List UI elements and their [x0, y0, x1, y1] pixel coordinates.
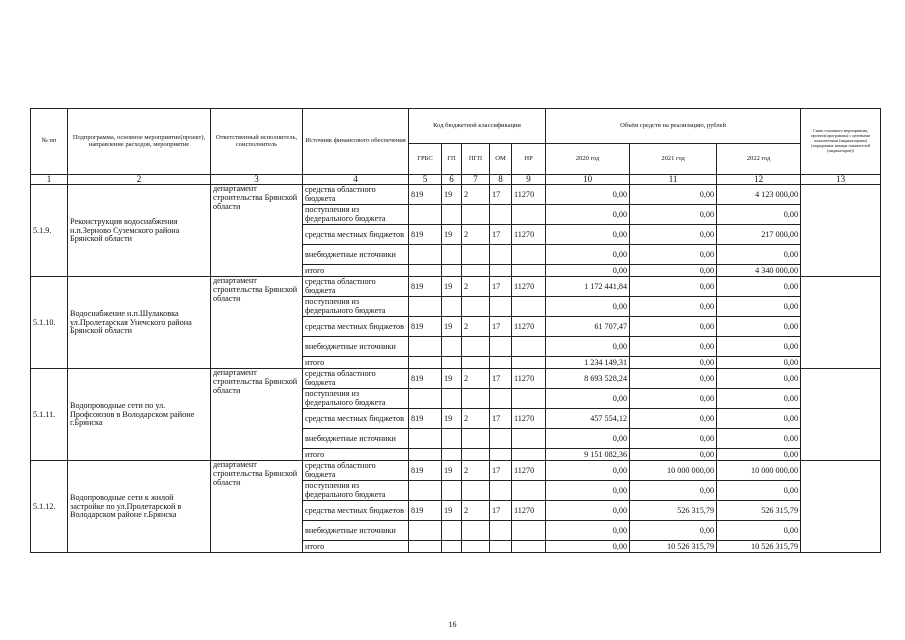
amount-2022: 0,00: [717, 521, 801, 541]
amount-2022: 0,00: [717, 245, 801, 265]
amount-2022: 0,00: [717, 429, 801, 449]
header-om: ОМ: [490, 144, 512, 175]
code-om: [490, 205, 512, 225]
code-grbs: 819: [409, 409, 442, 429]
header-2020: 2020 год: [546, 144, 630, 175]
code-om: 17: [490, 185, 512, 205]
source-local: средства местных бюджетов: [303, 225, 409, 245]
executor: департамент строительства Брянской области: [211, 369, 303, 461]
source-local: средства местных бюджетов: [303, 501, 409, 521]
source-offbudget: внебюджетные источники: [303, 245, 409, 265]
code-pgp: [462, 337, 490, 357]
table-row: [31, 461, 881, 481]
amount-2020: 0,00: [546, 389, 630, 409]
amount-2022: 0,00: [717, 481, 801, 501]
code-gp: 19: [442, 225, 462, 245]
executor: департамент строительства Брянской области: [211, 185, 303, 277]
source-offbudget: внебюджетные источники: [303, 429, 409, 449]
code-nr: [512, 429, 546, 449]
column-number: 12: [717, 175, 801, 185]
budget-table: [30, 108, 881, 553]
amount-2020: 0,00: [546, 297, 630, 317]
column-number: 3: [211, 175, 303, 185]
source-federal: поступления из федерального бюджета: [303, 297, 409, 317]
amount-2021: 0,00: [630, 521, 717, 541]
code-gp: [442, 481, 462, 501]
column-number: 11: [630, 175, 717, 185]
amount-2020: 457 554,12: [546, 409, 630, 429]
column-number: 13: [801, 175, 881, 185]
column-number: 2: [68, 175, 211, 185]
row-number: 5.1.10.: [31, 277, 68, 369]
code-pgp: [462, 481, 490, 501]
amount-2022: 0,00: [717, 337, 801, 357]
source-federal: поступления из федерального бюджета: [303, 481, 409, 501]
code-gp: 19: [442, 501, 462, 521]
code-gp: 19: [442, 185, 462, 205]
amount-2021: 526 315,79: [630, 501, 717, 521]
code-nr: [512, 337, 546, 357]
code-nr: [512, 389, 546, 409]
column-number: 6: [442, 175, 462, 185]
amount-2021: 0,00: [630, 265, 717, 277]
amount-2021: 0,00: [630, 357, 717, 369]
header-nr: НР: [512, 144, 546, 175]
code-om: 17: [490, 317, 512, 337]
code-om: 17: [490, 369, 512, 389]
header-gp: ГП: [442, 144, 462, 175]
column-number: 7: [462, 175, 490, 185]
link-indicator: [801, 185, 881, 277]
code-om: [490, 481, 512, 501]
code-om: [490, 297, 512, 317]
source-local: средства местных бюджетов: [303, 317, 409, 337]
code-nr: [512, 357, 546, 369]
code-nr: [512, 481, 546, 501]
code-gp: [442, 449, 462, 461]
code-pgp: [462, 541, 490, 553]
code-nr: 11270: [512, 185, 546, 205]
code-om: [490, 449, 512, 461]
header-volume: Объём средств на реализацию, рублей: [546, 109, 801, 144]
column-number: 4: [303, 175, 409, 185]
code-pgp: 2: [462, 501, 490, 521]
page-number: 16: [448, 620, 457, 629]
amount-2021: 0,00: [630, 297, 717, 317]
code-grbs: 819: [409, 225, 442, 245]
code-nr: 11270: [512, 501, 546, 521]
amount-2021: 0,00: [630, 317, 717, 337]
code-grbs: [409, 481, 442, 501]
code-pgp: 2: [462, 277, 490, 297]
table-header: [31, 109, 881, 185]
column-number: 5: [409, 175, 442, 185]
code-grbs: [409, 357, 442, 369]
table-row: [31, 277, 881, 297]
code-pgp: [462, 521, 490, 541]
amount-2022: 0,00: [717, 205, 801, 225]
activity-name: Водоснабжение н.п.Шулаковка ул.Пролетарская Унечского района Брянской области: [68, 277, 211, 369]
code-grbs: 819: [409, 501, 442, 521]
row-number: 5.1.12.: [31, 461, 68, 553]
code-gp: 19: [442, 317, 462, 337]
amount-2020: 0,00: [546, 245, 630, 265]
activity-name: Реконструкция водоснабжения н.п.Зерново Суземского района Брянской области: [68, 185, 211, 277]
amount-2021: 0,00: [630, 337, 717, 357]
code-grbs: [409, 541, 442, 553]
amount-2022: 0,00: [717, 357, 801, 369]
code-nr: 11270: [512, 225, 546, 245]
code-pgp: 2: [462, 461, 490, 481]
code-pgp: 2: [462, 409, 490, 429]
code-om: 17: [490, 225, 512, 245]
amount-2022: 0,00: [717, 317, 801, 337]
link-indicator: [801, 369, 881, 461]
table-body: [31, 185, 881, 553]
code-om: [490, 429, 512, 449]
code-pgp: 2: [462, 185, 490, 205]
source-total: итого: [303, 265, 409, 277]
source-total: итого: [303, 541, 409, 553]
column-number: 1: [31, 175, 68, 185]
code-om: 17: [490, 501, 512, 521]
code-grbs: 819: [409, 369, 442, 389]
amount-2022: 4 123 000,00: [717, 185, 801, 205]
code-nr: 11270: [512, 461, 546, 481]
code-gp: 19: [442, 461, 462, 481]
code-pgp: [462, 389, 490, 409]
code-om: 17: [490, 461, 512, 481]
amount-2022: 217 000,00: [717, 225, 801, 245]
amount-2021: 0,00: [630, 481, 717, 501]
code-nr: 11270: [512, 277, 546, 297]
header-subprogram: Подпрограмма, основное мероприятие(проект), направление расходов, мероприятие: [68, 109, 211, 175]
code-grbs: [409, 245, 442, 265]
amount-2021: 10 000 000,00: [630, 461, 717, 481]
executor: департамент строительства Брянской области: [211, 461, 303, 553]
code-grbs: [409, 521, 442, 541]
code-pgp: [462, 297, 490, 317]
code-pgp: [462, 205, 490, 225]
code-nr: [512, 541, 546, 553]
source-total: итого: [303, 357, 409, 369]
code-grbs: [409, 205, 442, 225]
code-om: [490, 337, 512, 357]
header-2022: 2022 год: [717, 144, 801, 175]
amount-2021: 0,00: [630, 449, 717, 461]
code-nr: [512, 449, 546, 461]
amount-2022: 10 000 000,00: [717, 461, 801, 481]
code-om: [490, 265, 512, 277]
amount-2021: 0,00: [630, 225, 717, 245]
amount-2022: 526 315,79: [717, 501, 801, 521]
amount-2022: 0,00: [717, 277, 801, 297]
amount-2020: 0,00: [546, 225, 630, 245]
activity-name: Водопроводные сети к жилой застройке по ул.Пролетарской в Володарском районе г.Брянска: [68, 461, 211, 553]
activity-name: Водопроводные сети по ул. Профсоюзов в Володарском районе г.Брянска: [68, 369, 211, 461]
amount-2020: 0,00: [546, 521, 630, 541]
code-gp: [442, 265, 462, 277]
code-pgp: [462, 245, 490, 265]
amount-2020: 0,00: [546, 337, 630, 357]
code-pgp: 2: [462, 369, 490, 389]
amount-2020: 0,00: [546, 185, 630, 205]
source-regional: средства областного бюджета: [303, 461, 409, 481]
code-grbs: [409, 389, 442, 409]
source-offbudget: внебюджетные источники: [303, 337, 409, 357]
amount-2021: 0,00: [630, 245, 717, 265]
code-gp: 19: [442, 277, 462, 297]
amount-2020: 0,00: [546, 205, 630, 225]
source-offbudget: внебюджетные источники: [303, 521, 409, 541]
code-gp: 19: [442, 369, 462, 389]
code-om: [490, 541, 512, 553]
code-nr: [512, 521, 546, 541]
code-om: 17: [490, 277, 512, 297]
amount-2020: 9 151 082,36: [546, 449, 630, 461]
header-source: Источник финансового обеспечения: [303, 109, 409, 175]
column-number: 9: [512, 175, 546, 185]
amount-2021: 0,00: [630, 369, 717, 389]
table-row: [31, 369, 881, 389]
source-regional: средства областного бюджета: [303, 185, 409, 205]
amount-2022: 10 526 315,79: [717, 541, 801, 553]
amount-2020: 0,00: [546, 265, 630, 277]
code-nr: 11270: [512, 369, 546, 389]
code-grbs: 819: [409, 277, 442, 297]
code-om: 17: [490, 409, 512, 429]
row-number: 5.1.9.: [31, 185, 68, 277]
code-gp: [442, 389, 462, 409]
source-total: итого: [303, 449, 409, 461]
code-gp: 19: [442, 409, 462, 429]
row-number: 5.1.11.: [31, 369, 68, 461]
column-number: 8: [490, 175, 512, 185]
code-grbs: 819: [409, 461, 442, 481]
header-executor: Ответственный исполнитель, соисполнитель: [211, 109, 303, 175]
source-regional: средства областного бюджета: [303, 369, 409, 389]
amount-2022: 4 340 000,00: [717, 265, 801, 277]
header-pgp: ПГП: [462, 144, 490, 175]
amount-2022: 0,00: [717, 409, 801, 429]
column-numbers-row: [31, 175, 881, 185]
amount-2021: 0,00: [630, 277, 717, 297]
amount-2020: 61 707,47: [546, 317, 630, 337]
amount-2020: 0,00: [546, 429, 630, 449]
table-row: [31, 185, 881, 205]
code-gp: [442, 357, 462, 369]
column-number: 10: [546, 175, 630, 185]
code-gp: [442, 297, 462, 317]
code-pgp: [462, 429, 490, 449]
code-grbs: [409, 265, 442, 277]
executor: департамент строительства Брянской области: [211, 277, 303, 369]
code-nr: [512, 205, 546, 225]
code-nr: [512, 297, 546, 317]
amount-2020: 0,00: [546, 541, 630, 553]
code-grbs: 819: [409, 185, 442, 205]
amount-2020: 0,00: [546, 501, 630, 521]
code-om: [490, 245, 512, 265]
link-indicator: [801, 277, 881, 369]
link-indicator: [801, 461, 881, 553]
code-om: [490, 357, 512, 369]
code-nr: [512, 265, 546, 277]
code-grbs: [409, 449, 442, 461]
source-local: средства местных бюджетов: [303, 409, 409, 429]
source-regional: средства областного бюджета: [303, 277, 409, 297]
header-no: № пп: [31, 109, 68, 175]
amount-2022: 0,00: [717, 449, 801, 461]
amount-2021: 0,00: [630, 185, 717, 205]
amount-2022: 0,00: [717, 369, 801, 389]
header-grbs: ГРБС: [409, 144, 442, 175]
code-grbs: [409, 337, 442, 357]
code-gp: [442, 521, 462, 541]
code-pgp: 2: [462, 317, 490, 337]
header-link: Связь основного мероприятия, проекта(программы) с целевыми показателями (индикаторами) (порядковые номера показателей (индикаторов)): [801, 109, 881, 175]
amount-2021: 0,00: [630, 409, 717, 429]
amount-2020: 0,00: [546, 481, 630, 501]
amount-2020: 0,00: [546, 461, 630, 481]
code-pgp: [462, 449, 490, 461]
amount-2021: 10 526 315,79: [630, 541, 717, 553]
code-gp: [442, 541, 462, 553]
code-pgp: [462, 265, 490, 277]
amount-2021: 0,00: [630, 205, 717, 225]
amount-2022: 0,00: [717, 297, 801, 317]
amount-2020: 8 693 528,24: [546, 369, 630, 389]
code-gp: [442, 337, 462, 357]
code-nr: 11270: [512, 317, 546, 337]
code-om: [490, 389, 512, 409]
code-nr: 11270: [512, 409, 546, 429]
code-pgp: 2: [462, 225, 490, 245]
amount-2020: 1 234 149,31: [546, 357, 630, 369]
source-federal: поступления из федерального бюджета: [303, 205, 409, 225]
amount-2021: 0,00: [630, 389, 717, 409]
code-pgp: [462, 357, 490, 369]
header-2021: 2021 год: [630, 144, 717, 175]
code-grbs: [409, 429, 442, 449]
amount-2021: 0,00: [630, 429, 717, 449]
code-gp: [442, 429, 462, 449]
code-grbs: [409, 297, 442, 317]
amount-2022: 0,00: [717, 389, 801, 409]
code-nr: [512, 245, 546, 265]
code-grbs: 819: [409, 317, 442, 337]
header-budget-code: Код бюджетной классификации: [409, 109, 546, 144]
code-gp: [442, 245, 462, 265]
code-om: [490, 521, 512, 541]
source-federal: поступления из федерального бюджета: [303, 389, 409, 409]
code-gp: [442, 205, 462, 225]
amount-2020: 1 172 441,84: [546, 277, 630, 297]
